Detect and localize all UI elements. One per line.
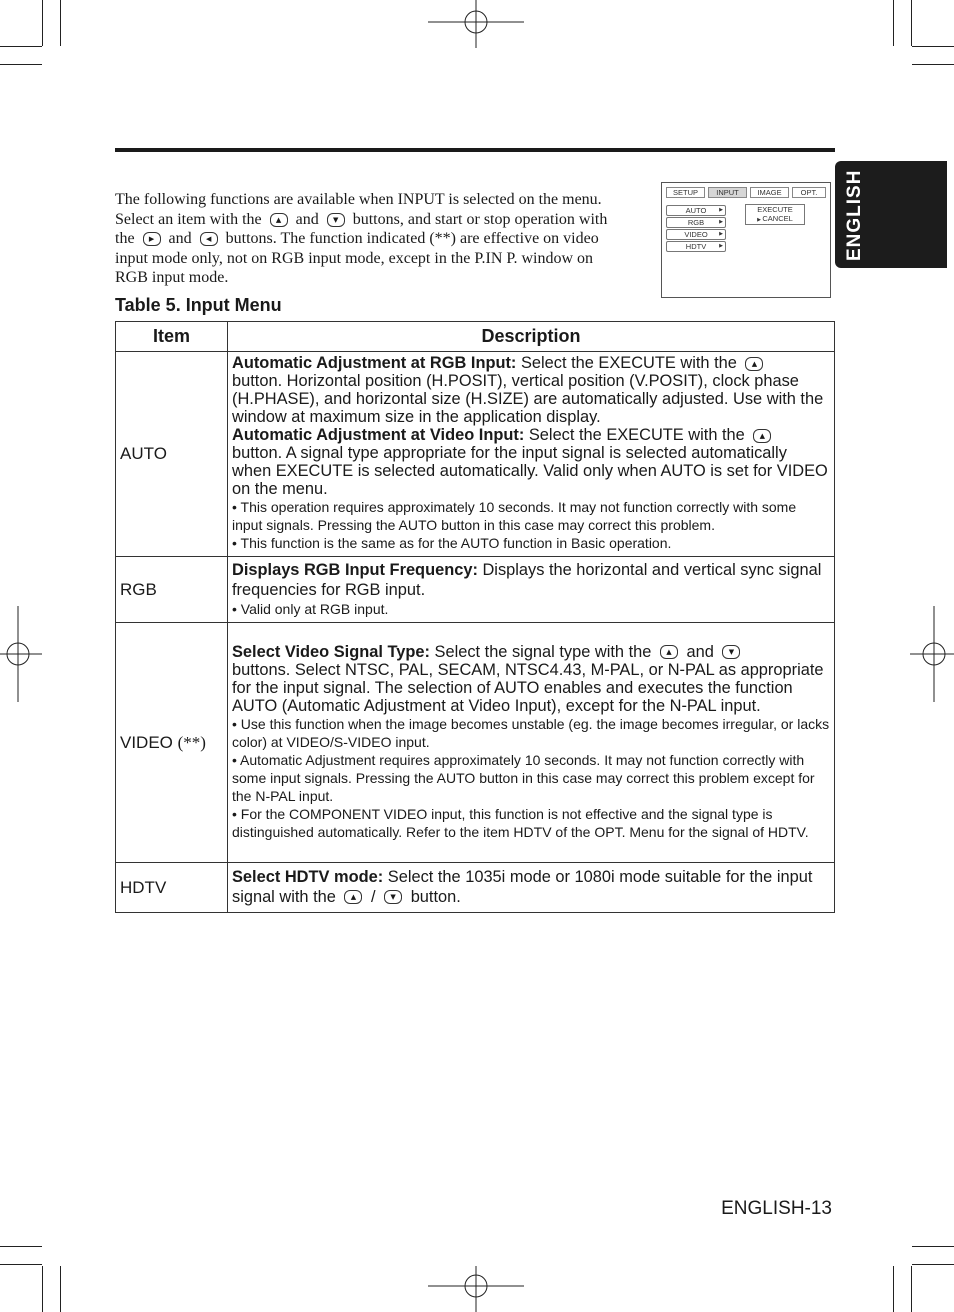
note: • Valid only at RGB input. xyxy=(232,600,389,617)
crop-mark xyxy=(60,0,61,46)
crop-mark xyxy=(42,1266,43,1312)
desc-text: button. A signal type appropriate for the input signal is selected automatically when EXECUTE is selected automatically. Valid only when AUTO is set for VIDEO on the menu. xyxy=(232,444,828,498)
table-row xyxy=(116,352,835,557)
item-cell: HDTV xyxy=(116,863,228,913)
item-cell xyxy=(116,623,228,863)
crop-mark xyxy=(912,46,954,47)
intro-text: and xyxy=(295,210,319,228)
column-header-description: Description xyxy=(228,322,835,352)
crop-mark xyxy=(912,1264,954,1265)
desc-text: Select the signal type with the xyxy=(434,642,652,661)
down-arrow-button-icon: ▼ xyxy=(384,890,402,904)
intro-paragraph xyxy=(115,190,625,288)
desc-text: button. Horizontal position (H.POSIT), vertical position (V.POSIT), clock phase (H.PHASE), and horizontal size (H.SIZE) are automatically adjusted. Use with the window at maximum size in the application display. xyxy=(232,372,824,426)
desc-text: / xyxy=(371,887,376,906)
menu-item-list xyxy=(666,205,726,253)
up-arrow-button-icon: ▲ xyxy=(753,429,771,443)
registration-mark-icon xyxy=(428,1264,524,1312)
registration-mark-icon xyxy=(910,606,954,702)
desc-text: buttons. Select NTSC, PAL, SECAM, NTSC4.43, M-PAL, or N-PAL as appropriate for the input signal. The selection of AUTO enables and executes the function AUTO (Automatic Adjustment at Video Input), except for the N-PAL input. xyxy=(232,660,824,715)
desc-text: Displays the horizontal and vertical sync signal frequencies for RGB input. xyxy=(232,560,822,599)
crop-mark xyxy=(911,1266,912,1312)
submenu-item: EXECUTE xyxy=(757,205,793,214)
term: Select Video Signal Type: xyxy=(232,642,430,661)
down-arrow-button-icon: ▼ xyxy=(722,645,740,659)
description-cell xyxy=(228,623,835,863)
term: Displays RGB Input Frequency: xyxy=(232,560,478,579)
crop-mark xyxy=(0,1246,42,1247)
input-menu-table xyxy=(115,321,835,913)
intro-text: buttons, and start or stop operation with the xyxy=(115,210,608,247)
menu-tab-opt: OPT. xyxy=(792,187,826,198)
menu-item: RGB ▶ xyxy=(666,217,726,228)
item-mark: (**) xyxy=(177,732,206,752)
crop-mark xyxy=(42,0,43,46)
desc-text: Select the EXECUTE with the xyxy=(528,426,745,444)
term: Select HDTV mode: xyxy=(232,867,384,886)
crop-mark xyxy=(893,0,894,46)
up-arrow-button-icon: ▲ xyxy=(270,213,288,227)
down-arrow-button-icon: ▼ xyxy=(327,213,345,227)
registration-mark-icon xyxy=(0,606,42,702)
crop-mark xyxy=(0,64,42,65)
note: • Use this function when the image becomes unstable (eg. the image becomes irregular, or lacks color) at VIDEO/S-VIDEO input. xyxy=(232,715,830,750)
note: • Automatic Adjustment requires approximately 10 seconds. It may not function correctly with some input signals. Pressing the AUTO button in this case may correct this problem except for the N-PAL input. xyxy=(232,751,815,804)
term: Automatic Adjustment at Video Input: xyxy=(232,426,525,444)
table-header-row xyxy=(116,322,835,352)
column-header-item: Item xyxy=(116,322,228,352)
header-rule xyxy=(115,148,835,152)
crop-mark xyxy=(912,1246,954,1247)
intro-text: buttons. The function indicated (**) are effective on video input mode only, not on RGB input mode, except in the P.IN P. window on RGB input mode. xyxy=(115,230,599,286)
left-arrow-button-icon: ◀ xyxy=(200,232,218,246)
page-number: ENGLISH-13 xyxy=(721,1198,832,1219)
language-tab xyxy=(835,161,947,268)
desc-text: Select the 1035i mode or 1080i mode suitable for the input signal with the xyxy=(232,867,813,906)
crop-mark xyxy=(0,1264,42,1265)
up-arrow-button-icon: ▲ xyxy=(660,645,678,659)
pointer-icon: ▶ xyxy=(757,217,763,223)
up-arrow-button-icon: ▲ xyxy=(344,890,362,904)
table-row xyxy=(116,557,835,623)
crop-mark xyxy=(60,1266,61,1312)
intro-text: The following functions are available when INPUT is selected on the menu. Select an item with the xyxy=(115,191,602,228)
crop-mark xyxy=(911,0,912,46)
crop-mark xyxy=(912,64,954,65)
description-cell xyxy=(228,863,835,913)
desc-text: and xyxy=(686,642,714,661)
intro-text: and xyxy=(168,230,192,247)
table-title: Table 5. Input Menu xyxy=(115,295,282,315)
item-cell: RGB xyxy=(116,557,228,623)
registration-mark-icon xyxy=(428,0,524,50)
table-row xyxy=(116,623,835,863)
item-label: VIDEO xyxy=(120,732,173,752)
submenu-item: ▶ CANCEL xyxy=(757,214,793,223)
menu-tabs xyxy=(666,187,826,196)
crop-mark xyxy=(893,1266,894,1312)
menu-tab-input: INPUT xyxy=(708,187,747,198)
menu-item: VIDEO ▶ xyxy=(666,229,726,240)
term: Automatic Adjustment at RGB Input: xyxy=(232,354,517,372)
table-row xyxy=(116,863,835,913)
note: • This function is the same as for the AUTO function in Basic operation. xyxy=(232,535,672,551)
crop-mark xyxy=(0,46,42,47)
desc-text: button. xyxy=(410,887,461,906)
item-cell: AUTO xyxy=(116,352,228,557)
menu-submenu xyxy=(745,204,805,225)
menu-item: AUTO ▶ xyxy=(666,205,726,216)
right-arrow-button-icon: ▶ xyxy=(143,232,161,246)
desc-text: Select the EXECUTE with the xyxy=(520,354,737,372)
description-cell xyxy=(228,352,835,557)
note: • For the COMPONENT VIDEO input, this function is not effective and the signal type is distinguished automatically. Refer to the item HDTV of the OPT. Menu for the signal of HDTV. xyxy=(232,805,809,840)
note: • This operation requires approximately 10 seconds. It may not function correctly with some input signals. Pressing the AUTO button in this case may correct this problem. xyxy=(232,499,797,533)
menu-tab-image: IMAGE xyxy=(750,187,789,198)
description-cell xyxy=(228,557,835,623)
language-tab-label: ENGLISH xyxy=(844,169,865,261)
menu-item: HDTV ▶ xyxy=(666,241,726,252)
menu-screen-illustration xyxy=(661,182,831,298)
menu-tab-setup: SETUP xyxy=(666,187,705,198)
up-arrow-button-icon: ▲ xyxy=(745,357,763,371)
